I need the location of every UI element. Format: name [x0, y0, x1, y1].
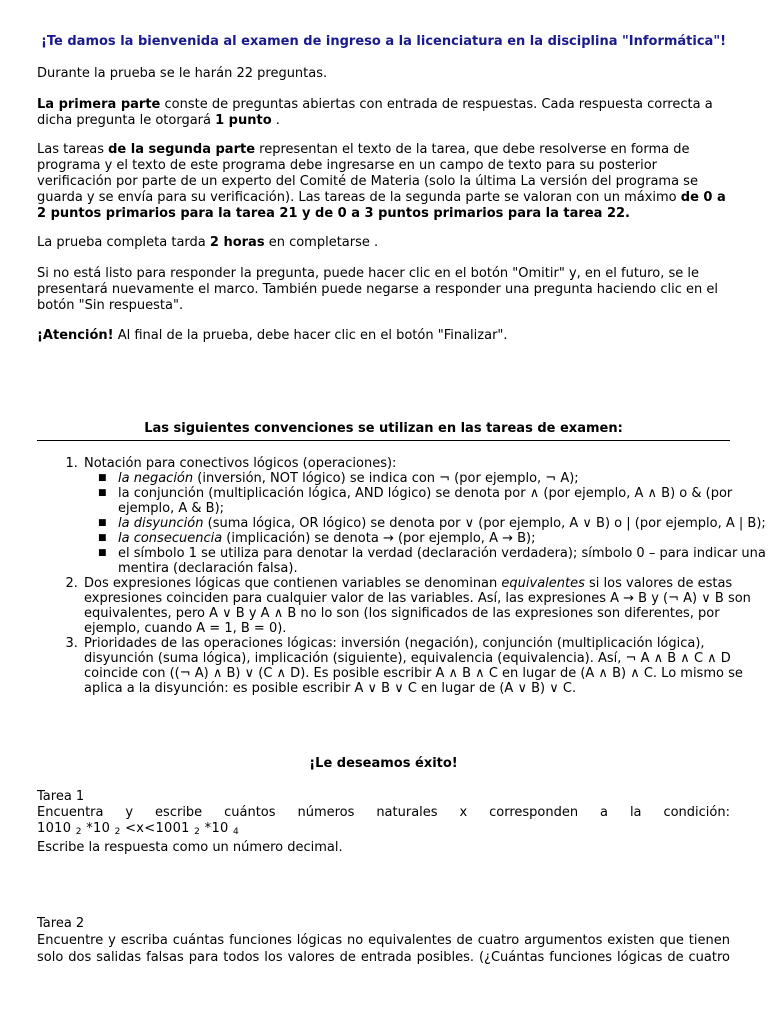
- notation-desc: (implicación) se denota → (por ejemplo, A → B);: [222, 531, 536, 546]
- condition-base: 4: [233, 827, 240, 837]
- task-1-condition: [37, 821, 730, 840]
- intro-paragraph-duration: [37, 235, 730, 251]
- task-1: [37, 789, 730, 856]
- square-bullet-icon: ■: [98, 518, 107, 528]
- condition-part: *10: [86, 821, 111, 836]
- square-bullet-icon: ■: [98, 473, 107, 483]
- conventions-item-priorities: [82, 636, 768, 696]
- task-2-label: Tarea 2: [37, 916, 85, 931]
- notation-truth-values: [98, 546, 768, 576]
- notation-text: Notación para conectivos lógicos (operaciones):: [84, 456, 397, 471]
- conventions-heading: Las siguientes convenciones se utilizan en las tareas de examen:: [37, 421, 730, 441]
- task-2-statement: Encuentre y escriba cuántas funciones lógicas no equivalentes de cuatro argumentos existen que tienen solo dos salidas falsas para todos los valores de entrada posibles. (¿Cuántas funciones lógicas de cuatro: [37, 933, 730, 965]
- duration-lead: La prueba completa tarda: [37, 235, 210, 250]
- notation-sublist: [84, 471, 768, 576]
- square-bullet-icon: ■: [98, 548, 107, 558]
- intro-paragraph-skip: [37, 266, 730, 314]
- task-1-answer-format: Escribe la respuesta como un número decimal.: [37, 840, 343, 855]
- conventions-item-equivalence: [82, 576, 768, 636]
- notation-term: la disyunción: [118, 516, 204, 531]
- equivalence-lead: Dos expresiones lógicas que contienen variables se denominan: [84, 576, 502, 591]
- intro-paragraph-attention: [37, 328, 730, 344]
- skip-instructions: Si no está listo para responder la pregunta, puede hacer clic en el botón "Omitir" y, en el futuro, se le presentará nuevamente el marco. También puede negarse a responder una pregunta haciendo clic en el botón "Sin respuesta".: [37, 266, 718, 313]
- task-1-statement: Encuentra y escribe cuántos números naturales x corresponden a la condición:: [37, 805, 730, 820]
- second-part-points: de 0 a 2 puntos primarios para la tarea 21 y de 0 a 3 puntos primarios para la tarea 22.: [37, 190, 726, 221]
- attention-text: Al final de la prueba, debe hacer clic en el botón "Finalizar".: [113, 328, 508, 343]
- condition-base: 2: [194, 827, 201, 837]
- intro-paragraph-second-part: [37, 142, 730, 222]
- notation-implication: [98, 531, 768, 546]
- condition-part: <x<1001: [125, 821, 190, 836]
- questions-count-text: Durante la prueba se le harán 22 preguntas.: [37, 66, 328, 81]
- square-bullet-icon: ■: [98, 488, 107, 498]
- condition-base: 2: [114, 827, 121, 837]
- duration-value: 2 horas: [209, 235, 265, 250]
- notation-term: la consecuencia: [118, 531, 223, 546]
- condition-base: 2: [75, 827, 82, 837]
- notation-disjunction: [98, 516, 768, 531]
- notation-desc: (suma lógica, OR lógico) se denota por ∨ (por ejemplo, A ∨ B) o | (por ejemplo, A | B);: [203, 516, 766, 531]
- notation-term: la negación: [118, 471, 194, 486]
- second-part-lead: Las tareas: [37, 142, 109, 157]
- square-bullet-icon: ■: [98, 533, 107, 543]
- notation-negation: [98, 471, 768, 486]
- attention-label: ¡Atención!: [37, 328, 114, 343]
- first-part-text: conste de preguntas abiertas con entrada de respuestas. Cada respuesta correcta a dicha pregunta le otorgará: [37, 97, 713, 128]
- points-value: 1 punto: [215, 113, 272, 128]
- first-part-label: La primera parte: [37, 97, 161, 112]
- second-part-text: representan el texto de la tarea, que debe resolverse en forma de programa y el texto de este programa debe ingresarse en un campo de texto para su posterior verificación por parte de un experto del Comité de Materia (solo la última La versión del programa se guarda y se envía para su verificación). Las tareas de la segunda parte se valoran con un máximo: [37, 142, 698, 205]
- priorities-text: Prioridades de las operaciones lógicas: inversión (negación), conjunción (multiplicación lógica), disyunción (suma lógica), implicación (siguiente), equivalencia (equivalencia). Así, ¬ A ∧ B ∧ C ∧ D coincide con ((¬ A) ∧ B) ∨ (C ∧ D). Es posible escribir A ∧ B ∧ C en lugar de (A ∧ B) ∧ C. Lo mismo se aplica a la disyunción: es posible escribir A ∨ B ∨ C en lugar de (A ∨ B) ∨ C.: [84, 636, 743, 696]
- condition-part: 1010: [37, 821, 72, 836]
- intro-paragraph-questions: [37, 66, 730, 82]
- duration-end: en completarse .: [264, 235, 379, 250]
- conventions-list: [37, 456, 768, 696]
- notation-desc: el símbolo 1 se utiliza para denotar la verdad (declaración verdadera); símbolo 0 – para indicar una mentira (declaración falsa).: [118, 546, 766, 576]
- task-1-label: Tarea 1: [37, 789, 85, 804]
- page-title: ¡Te damos la bienvenida al examen de ingreso a la licenciatura en la disciplina "Informática"!: [40, 34, 727, 49]
- intro-paragraph-first-part: [37, 97, 730, 129]
- conventions-item-notation: [82, 456, 768, 576]
- notation-desc: la conjunción (multiplicación lógica, AND lógico) se denota por ∧ (por ejemplo, A ∧ B) o & (por ejemplo, A & B);: [118, 486, 733, 516]
- notation-desc: (inversión, NOT lógico) se indica con ¬ (por ejemplo, ¬ A);: [193, 471, 579, 486]
- notation-conjunction: [98, 486, 768, 516]
- task-2: [37, 916, 730, 966]
- second-part-label: de la segunda parte: [108, 142, 256, 157]
- good-luck-message: ¡Le deseamos éxito!: [309, 756, 458, 771]
- first-part-end: .: [271, 113, 280, 128]
- condition-part: *10: [204, 821, 229, 836]
- equivalence-text: si los valores de estas expresiones coinciden para cualquier valor de las variables. Así, las expresiones A → B y (¬ A) ∨ B son equivalentes, pero A ∨ B y A ∧ B no lo son (los significados de las expresiones son diferentes, por ejemplo, cuando A = 1, B = 0).: [84, 576, 751, 636]
- equivalence-term: equivalentes: [501, 576, 585, 591]
